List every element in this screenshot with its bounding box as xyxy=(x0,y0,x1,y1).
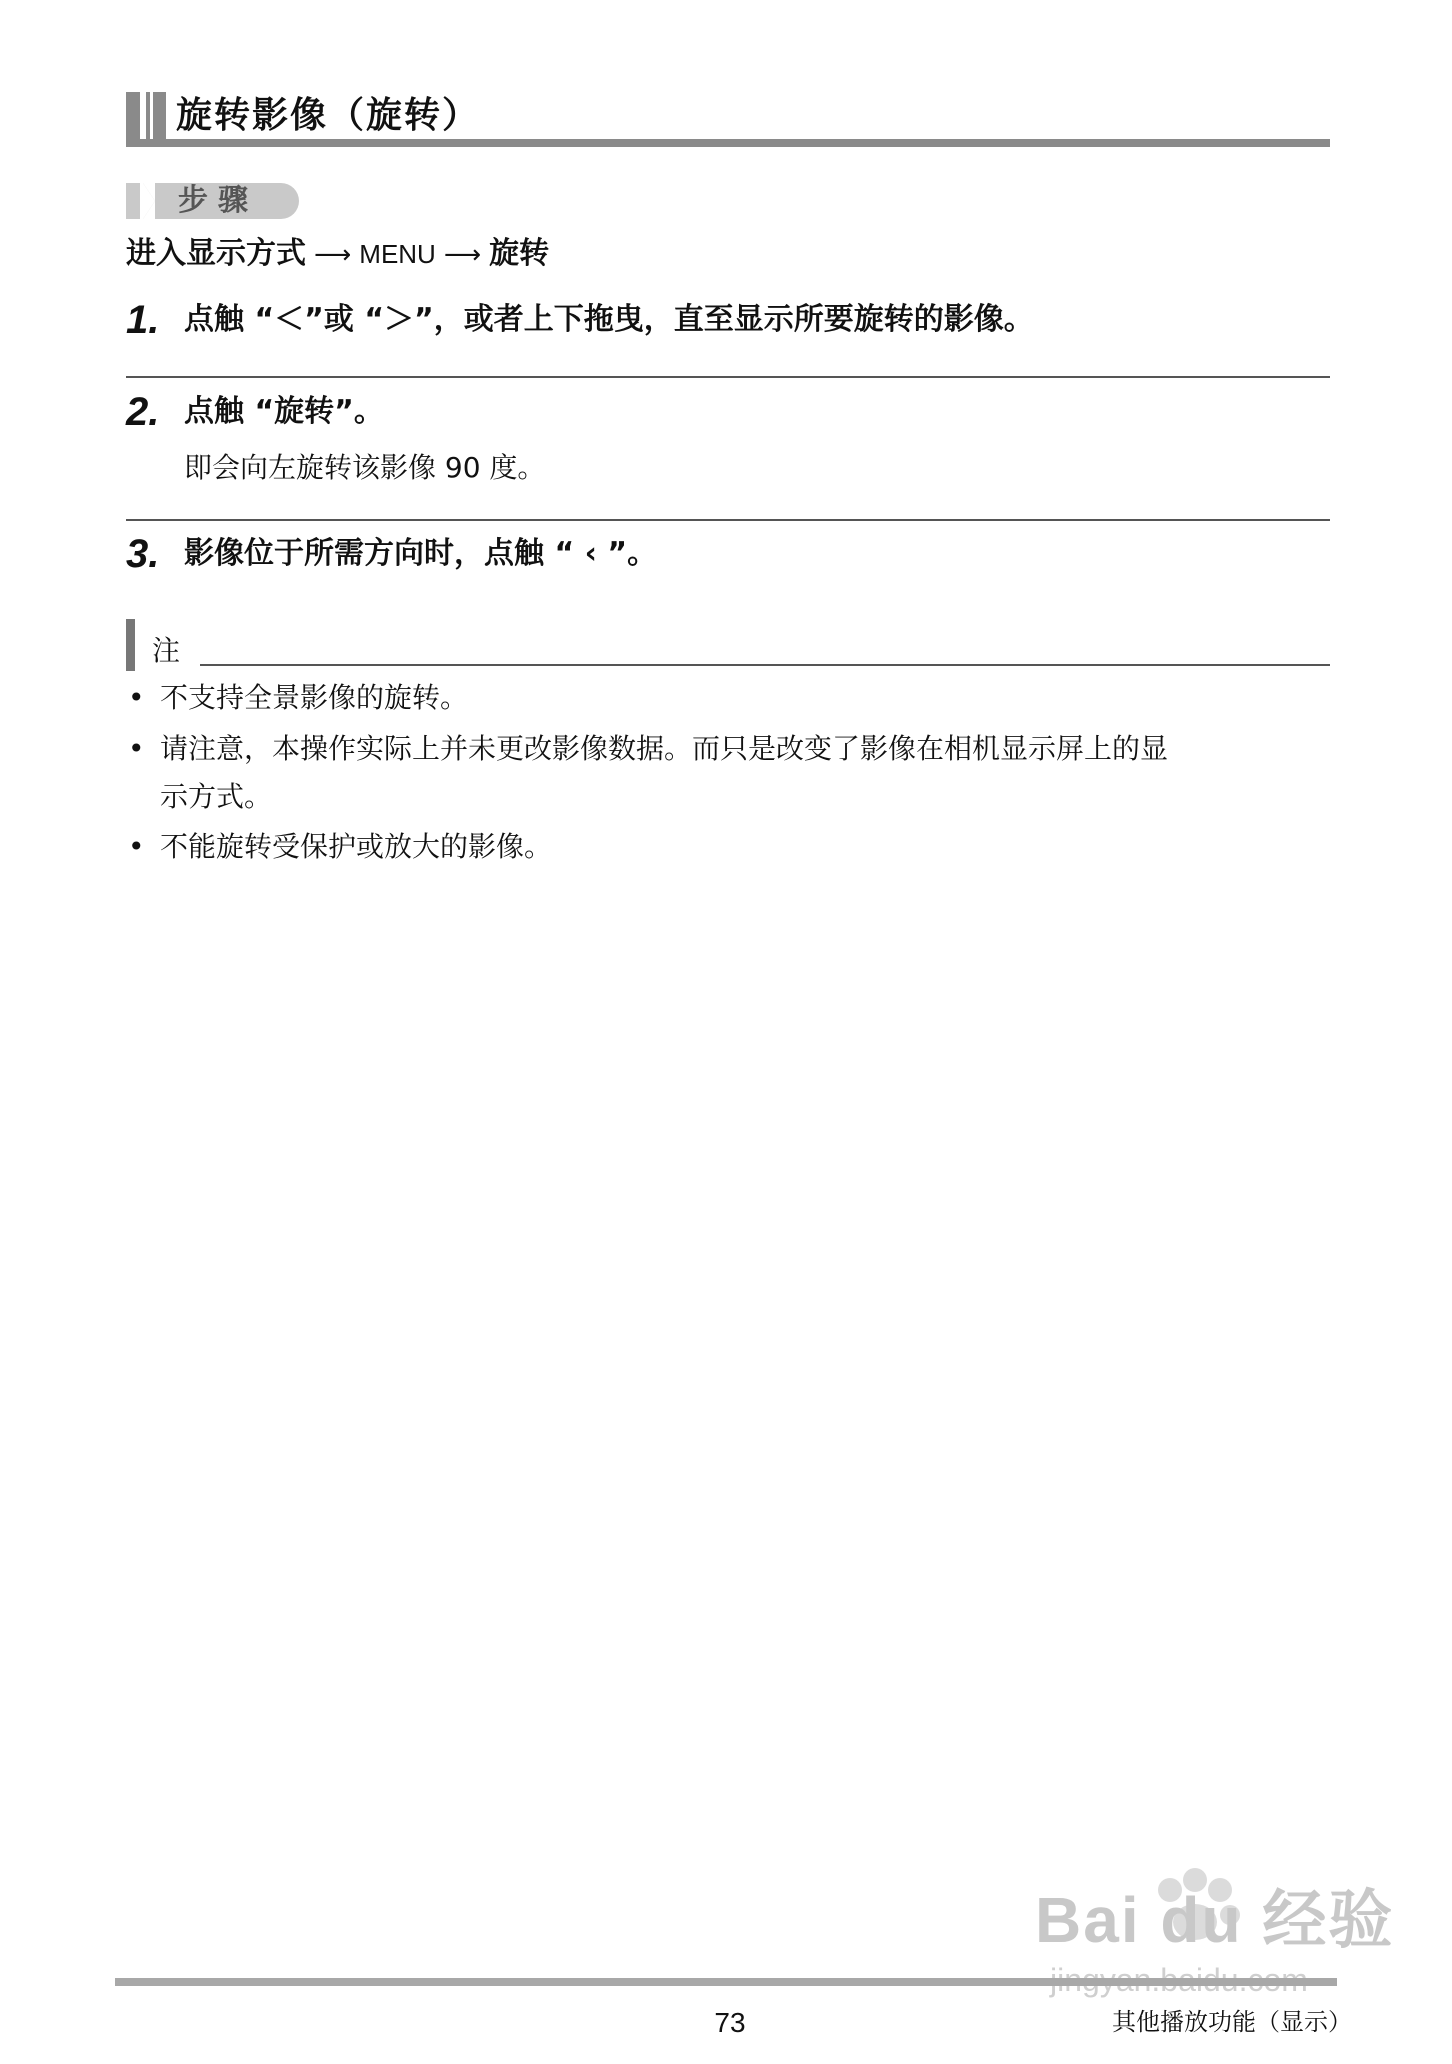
menu-path-start: 进入显示方式 xyxy=(126,236,306,271)
step-divider xyxy=(126,376,1330,378)
footer-section-name: 其他播放功能（显示） xyxy=(1112,2008,1352,2036)
arrow-icon: ⟶ xyxy=(443,240,482,270)
step-1-text: 点触 “＜”或 “＞”，或者上下拖曳，直至显示所要旋转的影像。 xyxy=(184,302,1034,337)
step-2-result: 即会向左旋转该影像 90 度。 xyxy=(184,451,546,484)
arrow-icon: ⟶ xyxy=(314,240,352,270)
footer-line xyxy=(115,1978,1337,1986)
steps-badge-label: 步骤 xyxy=(178,183,258,218)
step-3-number: 3. xyxy=(126,532,160,576)
note-item-continued: 示方式。 xyxy=(160,780,273,813)
watermark-brand: Bai du 经验 xyxy=(1035,1884,1395,1956)
bullet-icon: • xyxy=(128,681,145,714)
steps-badge-notch xyxy=(143,183,155,219)
steps-badge-stub xyxy=(126,183,140,219)
menu-path xyxy=(126,232,549,277)
section-title: 旋转影像（旋转） xyxy=(176,95,481,136)
note-underline xyxy=(200,664,1330,666)
step-divider xyxy=(126,519,1330,521)
step-3-text: 影像位于所需方向时，点触 “ ‹ ”。 xyxy=(184,536,658,571)
note-label: 注 xyxy=(152,634,181,667)
header-bar-right xyxy=(146,92,166,146)
menu-path-menu: MENU xyxy=(359,239,436,269)
header-bar-left xyxy=(126,92,140,146)
note-bar xyxy=(126,619,135,671)
step-1-number: 1. xyxy=(126,298,160,342)
page-number: 73 xyxy=(714,2007,746,2038)
step-2-text: 点触 “旋转”。 xyxy=(184,394,384,429)
menu-path-end: 旋转 xyxy=(489,236,550,271)
note-item: 不能旋转受保护或放大的影像。 xyxy=(160,830,553,863)
note-item: 不支持全景影像的旋转。 xyxy=(160,681,469,714)
step-2-number: 2. xyxy=(126,390,160,434)
note-item: 请注意，本操作实际上并未更改影像数据。而只是改变了影像在相机显示屏上的显 xyxy=(160,732,1169,765)
header-underline xyxy=(126,139,1330,147)
bullet-icon: • xyxy=(128,732,145,765)
bullet-icon: • xyxy=(128,830,145,863)
